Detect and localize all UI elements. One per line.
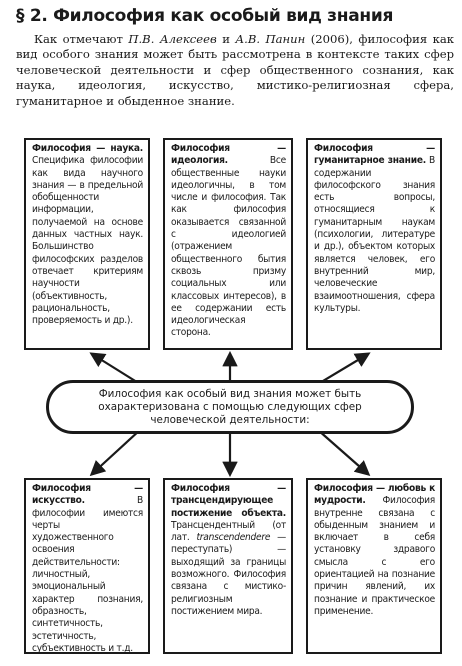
central-oval-text: Философия как особый вид знания может быть охарактеризована с помощью следующих сфер человеческой деятельности: [98,387,362,426]
intro-author-2: А.В. Панин [235,32,306,46]
arrow-to-wisdom [318,430,368,474]
box-philosophy-art [24,478,150,654]
box-title: Философия — гуманитарное знание. [314,143,435,167]
box-title: Философия — искусство. [32,483,143,507]
box-title: Философия — идеология. [171,143,286,167]
box-philosophy-science [24,138,150,350]
box-body: Все общественные науки идеологичны, в том числе и философия. Так как философия оказывается связанной с идеологией (отражением общественного бытия сквозь призму социальных или классовых интересов), в ее содержании есть идеологическая сторона. [171,155,286,339]
section-heading: § 2. Философия как особый вид знания [16,6,394,26]
intro-mid: и [216,32,236,46]
intro-tail: (2006), философия как вид особого знания может быть рассмотрена в контексте таких сфер человеческой деятельности и сфер общественного сознания, как наука, идеология, искусство, мистико-религиозная сфера, гуманитарное и обыденное знание. [16,32,454,108]
box-title: Философия — любовь к мудрости. [314,483,435,507]
arrow-to-art [92,430,140,474]
box-title: Философия — трансцендирующее постижение объекта. [171,483,286,519]
intro-lead: Как отмечают [34,32,129,46]
box-body: В содержании философского знания есть вопросы, относящиеся к гуманитарным наукам (психологии, литературе и др.), объектом которых является человек, его внутренний мир, человеческие взаимоотношения, сфера культуры. [314,155,435,314]
box-philosophy-wisdom [306,478,442,654]
central-oval [46,380,414,434]
box-title: Философия — наука. [32,143,143,154]
box-philosophy-humanities [306,138,442,350]
box-body: В философии имеются черты художественного освоения действительности: личностный, эмоциональный характер познания, образность, синтетичность, эстетичность, субъективность и т.д. [32,495,143,654]
box-body-cont: — переступать) — выходящий за границы возможного. Философия связана с мистико-религиозным постижением мира. [171,532,286,617]
intro-author-1: П.В. Алексеев [128,32,217,46]
box-philosophy-ideology [163,138,293,350]
box-body: Специфика философии как вида научного знания — в предельной обобщенности информации, получаемой на основе данных частных наук. Большинство философских разделов отвечает критериям научности (объективность, рациональность, проверяемость и др.). [32,155,143,327]
box-body: Философия внутренне связана с обыденным знанием и включает в себя установку здравого смысла с его ориентацией на познание причин явлений, их познание и практическое применение. [314,495,435,617]
box-philosophy-transcendent [163,478,293,654]
box-latin-term: transcendendere [196,532,271,544]
box-body: Трансцендентный (от лат. [171,519,286,544]
